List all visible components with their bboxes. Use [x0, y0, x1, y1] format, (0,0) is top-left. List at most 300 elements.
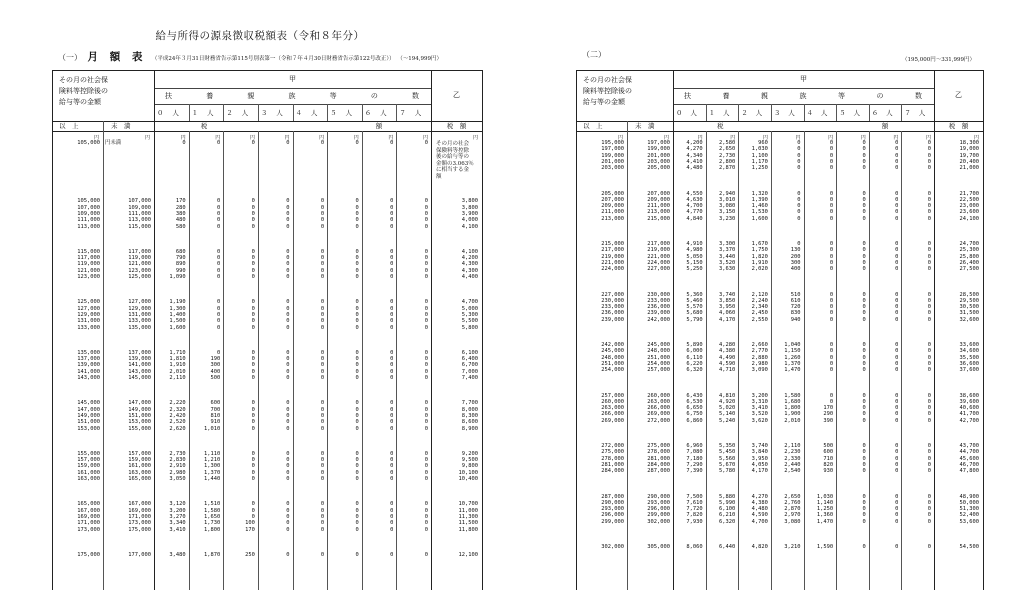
tax-value: 4,380	[751, 499, 768, 506]
bracket-from: 251,000	[601, 360, 624, 367]
unit-yen: 円	[925, 135, 931, 141]
h-rule-0	[53, 70, 482, 71]
bracket-from: 205,000	[601, 190, 624, 197]
tax-value: 2,980	[751, 360, 768, 367]
tax-value: 5,670	[719, 461, 736, 468]
dependents-label-char: 養	[206, 92, 214, 100]
tax-value: 0	[424, 412, 428, 419]
tax-value: 0	[390, 513, 394, 520]
tax-value: 0	[286, 261, 290, 268]
tax-value: 0	[355, 400, 359, 407]
tax-value: 0	[927, 158, 931, 165]
bracket-from: 209,000	[601, 203, 624, 210]
tax-value: 2,770	[751, 348, 768, 355]
bracket-to: 219,000	[647, 247, 670, 254]
tax-value: 0	[829, 360, 834, 367]
tax-value: 580	[175, 223, 186, 230]
unit-yen: 円	[180, 135, 186, 141]
tax-value: 0	[829, 259, 834, 266]
tax-value: 960	[758, 140, 768, 146]
bracket-to: 248,000	[647, 348, 670, 355]
tax-value: 0	[320, 267, 325, 274]
bracket-from: 239,000	[601, 316, 624, 323]
bracket-to: 305,000	[647, 544, 670, 550]
tax-value: 1,580	[784, 392, 801, 399]
bracket-from: 254,000	[601, 367, 624, 374]
tax-value: 3,340	[169, 520, 186, 527]
tax-value: 3,150	[719, 209, 736, 216]
tax-value: 4,770	[686, 209, 703, 216]
tax-value: 0	[927, 398, 931, 405]
bracket-to: 円未満	[105, 140, 122, 146]
tax-value: 0	[390, 274, 394, 280]
tax-value: 6,110	[686, 354, 703, 361]
otsu-value: 30,500	[959, 304, 979, 311]
tax-value: 1,210	[204, 457, 221, 464]
tax-value: 0	[286, 419, 290, 426]
tax-value: 0	[797, 140, 801, 146]
tax-value: 4,910	[686, 241, 703, 247]
tax-value: 4,060	[719, 310, 736, 317]
bracket-from: 302,000	[601, 544, 624, 550]
tax-value: 0	[355, 412, 359, 419]
bracket-to: 153,000	[128, 419, 151, 426]
tax-value: 1,800	[784, 405, 801, 412]
tax-value: 1,460	[751, 203, 768, 210]
tax-value: 2,420	[169, 412, 186, 419]
tax-value: 0	[895, 158, 899, 165]
unit-yen: 円	[93, 135, 99, 141]
section-mark-left: （一）	[58, 53, 82, 62]
tax-value: 1,260	[784, 354, 801, 361]
bracket-from: 159,000	[77, 463, 100, 470]
tax-value: 0	[424, 400, 428, 407]
tax-value: 8,060	[686, 544, 703, 550]
tax-value: 5,450	[719, 449, 736, 456]
count-number: ６	[364, 109, 372, 117]
bracket-from: 169,000	[77, 513, 100, 520]
tax-value: 0	[895, 190, 899, 197]
tax-value: 0	[286, 520, 290, 527]
tax-value: 0	[927, 354, 931, 361]
bracket-from: 266,000	[601, 411, 624, 418]
bracket-to: 278,000	[647, 449, 670, 456]
tax-value: 0	[895, 348, 899, 355]
tax-value: 0	[862, 253, 866, 260]
tax-value: 0	[355, 217, 359, 224]
tax-value: 0	[286, 299, 290, 306]
tax-value: 0	[355, 476, 359, 482]
tax-value: 0	[286, 507, 290, 514]
otsu-value: 3,800	[461, 198, 478, 205]
tax-value: 0	[862, 247, 866, 254]
tax-value: 0	[927, 190, 931, 197]
tax-value: 2,450	[751, 310, 768, 317]
tax-value: 0	[320, 140, 325, 146]
tax-value: 380	[175, 210, 186, 217]
tax-value: 4,200	[686, 140, 703, 146]
tax-value: 3,950	[751, 455, 768, 462]
tax-value: 1,400	[169, 311, 186, 318]
tax-value: 0	[862, 544, 866, 550]
tax-value: 0	[251, 356, 255, 363]
tax-value: 0	[355, 520, 359, 527]
otsu-value: 5,800	[461, 324, 478, 331]
tax-value: 3,410	[751, 405, 768, 412]
tax-value: 5,990	[719, 499, 736, 506]
count-unit: 人	[172, 109, 179, 117]
tax-value: 0	[390, 311, 394, 318]
tax-value: 6,860	[686, 417, 703, 424]
tax-value: 0	[927, 247, 931, 254]
tax-value: 4,170	[719, 316, 736, 323]
tax-value: 0	[251, 198, 255, 205]
bracket-from: 236,000	[601, 310, 624, 317]
tax-value: 3,210	[784, 544, 801, 550]
tax-value: 0	[217, 210, 221, 217]
tax-value: 3,850	[719, 297, 736, 304]
tax-value: 1,600	[169, 324, 186, 331]
tax-value: 0	[320, 255, 325, 262]
tax-value: 0	[251, 210, 255, 217]
tax-value: 1,470	[784, 367, 801, 374]
tax-value: 0	[390, 223, 394, 230]
tax-value: 0	[424, 311, 428, 318]
tax-value: 0	[829, 253, 834, 260]
bracket-from: 299,000	[601, 518, 624, 525]
otsu-value: 10,400	[458, 476, 478, 482]
tax-value: 0	[251, 255, 255, 262]
tax-value: 0	[895, 152, 899, 159]
tax-value: 0	[895, 165, 899, 172]
otsu-value: 7,000	[461, 368, 478, 375]
tax-value: 6,960	[686, 443, 703, 449]
otsu-value: 24,100	[959, 215, 979, 222]
tax-value: 990	[175, 267, 186, 274]
tax-value: 0	[286, 469, 290, 476]
tax-value: 0	[862, 354, 866, 361]
tax-value: 4,700	[686, 203, 703, 210]
tax-value: 4,170	[751, 468, 768, 475]
tax-value: 0	[320, 507, 325, 514]
tax-value: 280	[175, 204, 186, 211]
tax-value: 0	[251, 375, 255, 381]
tax-value: 0	[895, 253, 899, 260]
tax-value: 6,750	[686, 411, 703, 418]
tax-value: 3,010	[719, 196, 736, 203]
tax-value: 0	[217, 349, 221, 356]
tax-value: 0	[390, 368, 394, 375]
tax-value: 1,710	[169, 349, 186, 356]
bracket-to: 123,000	[128, 267, 151, 274]
tax-value: 2,620	[169, 425, 186, 432]
bracket-to: 227,000	[647, 266, 670, 273]
tax-value: 0	[927, 342, 931, 348]
tax-value: 0	[355, 450, 359, 457]
otsu-value: 40,600	[959, 405, 979, 412]
otsu-value: 20,400	[959, 158, 979, 165]
tax-value: 0	[862, 266, 866, 273]
otsu-value: 10,100	[458, 469, 478, 476]
tax-value: 0	[320, 457, 325, 464]
tax-value: 0	[927, 443, 931, 449]
otsu-value: 53,600	[959, 518, 979, 525]
tax-value: 0	[390, 457, 394, 464]
tax-value: 0	[895, 360, 899, 367]
tax-value: 5,890	[686, 342, 703, 348]
unit-yen: 円	[973, 135, 979, 141]
tax-value: 0	[862, 468, 866, 475]
v-rule-count-5	[327, 104, 328, 121]
tax-value: 0	[217, 198, 221, 205]
tax-value: 400	[790, 266, 801, 273]
tax-value: 0	[286, 274, 290, 280]
dependents-label-char: 親	[761, 92, 768, 100]
tax-value: 0	[895, 247, 899, 254]
bracket-from: 213,000	[601, 215, 624, 222]
tax-value: 300	[210, 362, 221, 369]
tax-value: 0	[286, 305, 290, 312]
dependents-label-char: 族	[288, 92, 296, 100]
tax-value: 2,010	[169, 368, 186, 375]
bracket-from: 175,000	[77, 551, 100, 558]
count-unit: 人	[722, 109, 730, 117]
otsu-value: 26,400	[959, 259, 979, 266]
tax-value: 1,300	[204, 463, 221, 470]
tax-value: 5,020	[719, 405, 736, 412]
bracket-to: 257,000	[647, 367, 670, 374]
bracket-from: 215,000	[601, 241, 624, 247]
tax-value: 0	[355, 425, 359, 432]
tax-value: 0	[895, 443, 899, 449]
dependents-label-char: 養	[722, 92, 730, 100]
tax-value: 3,520	[751, 411, 768, 418]
tax-value: 250	[245, 551, 255, 558]
otsu-value: 4,100	[461, 223, 478, 230]
bracket-to: 197,000	[647, 140, 670, 146]
tax-value: 0	[862, 342, 866, 348]
count-number: ５	[839, 109, 846, 117]
bracket-to: 254,000	[647, 360, 670, 367]
otsu-value: 10,700	[458, 501, 478, 508]
dependents-label-char: 扶	[684, 92, 691, 100]
bracket-from: 269,000	[601, 417, 624, 424]
tax-value: 170	[823, 405, 834, 412]
tax-value: 0	[355, 551, 359, 558]
tax-value: 0	[862, 461, 866, 468]
tax-value: 0	[390, 255, 394, 262]
tax-value: 830	[790, 310, 801, 317]
bracket-from: 121,000	[77, 267, 100, 274]
bracket-from: 165,000	[77, 501, 100, 508]
bracket-to: 203,000	[647, 158, 670, 165]
tax-value: 1,100	[751, 152, 768, 159]
otsu-value: 41,700	[959, 411, 979, 418]
tax-value: 0	[286, 412, 290, 419]
document-title: 給与所得の源泉徴収税額表（令和８年分）	[155, 30, 365, 42]
tax-value: 0	[390, 217, 394, 224]
tax-value: 0	[895, 316, 899, 323]
tax-value: 4,810	[719, 392, 736, 399]
tax-value: 6,320	[686, 367, 703, 374]
tax-value: 0	[927, 165, 931, 172]
otsu-value: 3,800	[461, 204, 478, 211]
tax-value: 1,190	[169, 299, 186, 306]
tax-value: 0	[286, 513, 290, 520]
tax-value: 0	[251, 311, 255, 318]
tax-value: 0	[862, 158, 866, 165]
otsu-value: 25,300	[959, 247, 979, 254]
tax-value: 4,380	[719, 348, 736, 355]
tax-value: 1,530	[751, 209, 768, 216]
tax-value: 3,950	[719, 304, 736, 311]
otsu-value: 19,000	[959, 146, 979, 153]
tax-value: 0	[251, 419, 255, 426]
tax-value: 0	[424, 210, 428, 217]
tax-value: 0	[251, 406, 255, 413]
tax-value: 0	[927, 203, 931, 210]
tax-value: 2,120	[751, 291, 768, 298]
tax-value: 0	[286, 349, 290, 356]
tax-value: 4,700	[751, 518, 768, 525]
tax-value: 0	[286, 324, 290, 331]
tax-value: 0	[355, 469, 359, 476]
h-rule-0	[577, 70, 983, 71]
tax-value: 600	[823, 449, 834, 456]
tax-value: 0	[390, 419, 394, 426]
tax-value: 0	[927, 461, 931, 468]
unit-yen: 円	[617, 135, 623, 141]
bracket-to: 115,000	[128, 223, 151, 230]
tax-value: 0	[424, 476, 428, 482]
tax-value: 0	[424, 140, 428, 146]
tax-value: 2,020	[751, 266, 768, 273]
tax-value: 3,230	[719, 215, 736, 222]
bracket-from: 105,000	[77, 198, 100, 205]
bracket-from: 233,000	[601, 304, 624, 311]
tax-value: 0	[829, 158, 834, 165]
tax-value: 4,980	[686, 247, 703, 254]
tax-value: 6,650	[686, 405, 703, 412]
bracket-from: 145,000	[77, 400, 100, 407]
tax-value: 4,820	[751, 544, 768, 550]
tax-value: 0	[217, 255, 221, 262]
unit-yen: 円	[319, 135, 325, 141]
tax-value: 1,810	[169, 356, 186, 363]
bracket-from: 127,000	[77, 305, 100, 312]
otsu-value: 4,700	[461, 299, 478, 306]
tax-value: 0	[797, 158, 801, 165]
v-rule-count-7	[396, 104, 397, 121]
tax-value: 0	[424, 469, 428, 476]
tax-value: 0	[217, 267, 221, 274]
bracket-to: 263,000	[647, 398, 670, 405]
tax-value: 3,740	[719, 291, 736, 298]
tax-value: 1,650	[204, 513, 221, 520]
otsu-value: 4,000	[461, 217, 478, 224]
bracket-to: 290,000	[647, 493, 670, 500]
tax-value: 1,370	[784, 360, 801, 367]
tax-value: 0	[251, 425, 255, 432]
bracket-from: 143,000	[77, 375, 100, 381]
gaku-label: 額	[881, 122, 889, 130]
unit-yen: 円	[144, 135, 150, 141]
tax-value: 0	[217, 305, 221, 312]
tax-value: 0	[829, 203, 834, 210]
bracket-to: 177,000	[128, 551, 151, 558]
tax-value: 0	[424, 513, 428, 520]
tax-value: 0	[390, 140, 394, 146]
tax-value: 0	[320, 513, 325, 520]
count-number: ６	[871, 109, 879, 117]
tax-value: 1,670	[751, 241, 768, 247]
tax-value: 0	[286, 356, 290, 363]
tax-value: 1,110	[204, 450, 221, 457]
count-unit: 人	[310, 109, 318, 117]
v-rule-from	[627, 121, 628, 131]
tax-value: 5,680	[686, 310, 703, 317]
tax-value: 2,940	[719, 190, 736, 197]
tax-value: 3,620	[751, 417, 768, 424]
unit-yen: 円	[893, 135, 899, 141]
tax-value: 0	[355, 318, 359, 325]
count-unit: 人	[241, 109, 249, 117]
tax-value: 0	[927, 304, 931, 311]
tax-value: 0	[424, 356, 428, 363]
count-unit: 人	[918, 109, 926, 117]
tax-value: 5,880	[719, 493, 736, 500]
otsu-value: 8,300	[461, 412, 478, 419]
tax-value: 1,090	[169, 274, 186, 280]
tax-value: 3,270	[169, 513, 186, 520]
tax-value: 5,360	[686, 291, 703, 298]
tax-value: 0	[862, 241, 866, 247]
tax-value: 0	[862, 152, 866, 159]
tax-value: 1,470	[816, 518, 834, 525]
otsu-value: 39,600	[959, 398, 979, 405]
otsu-value: 38,600	[959, 392, 979, 399]
otsu-label: 乙	[453, 91, 460, 99]
tax-value: 3,840	[751, 449, 768, 456]
tax-value: 0	[927, 392, 931, 399]
unit-yen: 円	[762, 135, 768, 141]
tax-value: 930	[823, 468, 834, 475]
tax-value: 5,780	[719, 468, 736, 475]
dependents-label-char: 族	[799, 92, 807, 100]
tax-value: 500	[210, 375, 221, 381]
tax-value: 0	[286, 375, 290, 381]
tax-value: 0	[895, 203, 899, 210]
tax-value: 0	[390, 362, 394, 369]
count-unit: 人	[345, 109, 352, 117]
tax-value: 7,500	[686, 493, 703, 500]
tax-value: 0	[829, 342, 834, 348]
tax-value: 0	[424, 267, 428, 274]
tax-value: 0	[217, 324, 221, 331]
tax-value: 0	[927, 266, 931, 273]
tax-value: 0	[424, 362, 428, 369]
miman-label: 未 満	[111, 122, 131, 130]
tax-value: 2,110	[169, 375, 186, 381]
bracket-to: 213,000	[647, 209, 670, 216]
dependents-label-char: 数	[412, 92, 419, 100]
tax-value: 2,880	[751, 354, 768, 361]
tax-value: 0	[927, 152, 931, 159]
tax-value: 0	[217, 274, 221, 280]
tax-value: 1,730	[204, 520, 221, 527]
tax-value: 610	[790, 297, 801, 304]
tax-value: 0	[895, 544, 899, 550]
